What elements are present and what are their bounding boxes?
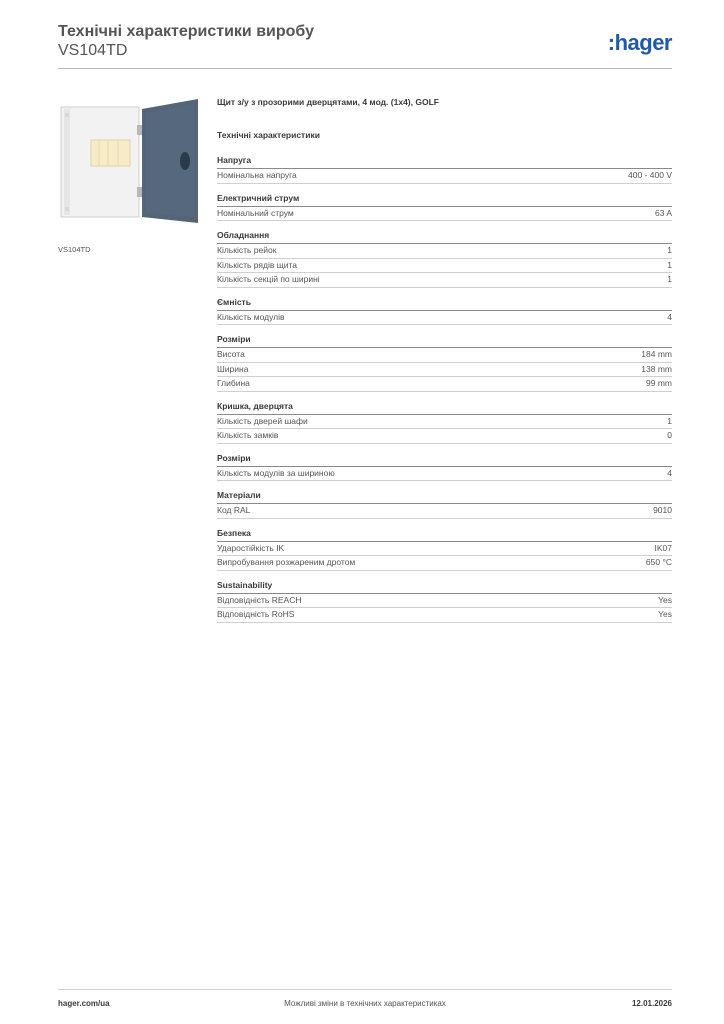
footer-website[interactable]: hager.com/ua [58,999,110,1008]
spec-group-title: Розміри [217,444,672,467]
spec-key: Код RAL [217,505,251,515]
footer-date: 12.01.2026 [631,999,672,1008]
spec-group-title: Обладнання [217,221,672,244]
hager-logo: :hager [607,30,672,55]
spec-row [217,259,672,274]
spec-row [217,363,672,378]
spec-group [217,221,672,288]
spec-key: Кількість замків [217,430,279,440]
spec-value: 9010 [653,505,672,515]
spec-key: Номінальна напруга [217,170,297,180]
spec-section-title: Технічні характеристики [217,130,320,140]
spec-content [217,96,672,623]
spec-row [217,542,672,557]
page-title: Технічні характеристики виробу [58,23,314,40]
spec-key: Номінальний струм [217,207,294,218]
footer-divider [58,989,672,990]
spec-group [217,444,672,482]
page-footer [58,994,672,1008]
spec-row [217,608,672,623]
spec-group [217,184,672,222]
spec-group [217,288,672,326]
enclosure-illustration [58,95,201,238]
spec-value: 184 mm [641,349,672,359]
spec-key: Кількість секцій по ширині [217,274,320,284]
spec-key: Кількість дверей шафи [217,415,308,426]
spec-group [217,571,672,623]
spec-value: 1 [667,245,672,255]
logo-text: hager [614,30,672,55]
spec-value: Yes [658,594,672,605]
spec-group-title: Безпека [217,519,672,542]
spec-group-title: Матеріали [217,481,672,504]
product-code: VS104TD [58,42,128,59]
spec-key: Відповідність RoHS [217,609,295,619]
spec-key: Кількість рейок [217,245,277,255]
spec-group-title: Sustainability [217,571,672,594]
page-header [58,22,672,60]
spec-key: Висота [217,349,245,359]
spec-group-title: Ємність [217,288,672,311]
spec-group [217,325,672,392]
spec-key: Глибина [217,378,250,388]
spec-group-title: Кришка, дверцята [217,392,672,415]
spec-value: 650 °C [645,557,672,567]
spec-value: 99 mm [646,378,672,388]
spec-key: Кількість модулів [217,311,285,322]
spec-row [217,348,672,363]
header-divider [58,68,672,69]
spec-group-title: Розміри [217,325,672,348]
spec-row [217,169,672,184]
spec-value: 63 A [654,207,672,218]
spec-row [217,377,672,392]
spec-row [217,273,672,288]
spec-value: Yes [658,609,672,619]
spec-value: 0 [667,430,672,440]
spec-group [217,481,672,519]
spec-group [217,519,672,571]
spec-key: Випробування розжареним дротом [217,557,356,567]
spec-group [217,392,672,444]
spec-row [217,594,672,609]
spec-row [217,556,672,571]
spec-row [217,429,672,444]
spec-value: IK07 [654,542,672,553]
spec-row [217,244,672,259]
image-caption: VS104TD [58,245,91,254]
spec-key: Ширина [217,363,249,374]
spec-value: 1 [667,274,672,284]
spec-row [217,467,672,482]
spec-value: 1 [667,259,672,270]
spec-groups [217,149,672,623]
spec-row [217,311,672,326]
spec-row [217,504,672,519]
spec-value: 400 - 400 V [628,170,672,180]
spec-value: 138 mm [641,363,672,374]
spec-group-title: Напруга [217,149,672,169]
spec-value: 4 [667,311,672,322]
spec-key: Відповідність REACH [217,594,302,605]
spec-value: 1 [667,415,672,426]
spec-key: Кількість рядів щита [217,259,297,270]
spec-group [217,149,672,184]
spec-value: 4 [667,467,672,478]
spec-row [217,415,672,430]
product-description: Щит з/у з прозорими дверцятами, 4 мод. (1x4), GOLF [217,97,439,107]
spec-key: Ударостійкість IK [217,542,285,553]
spec-row [217,207,672,222]
product-image [58,95,201,238]
spec-key: Кількість модулів за шириною [217,467,335,478]
footer-disclaimer: Можливі зміни в технічних характеристиках [284,999,446,1008]
spec-group-title: Електричний струм [217,184,672,207]
